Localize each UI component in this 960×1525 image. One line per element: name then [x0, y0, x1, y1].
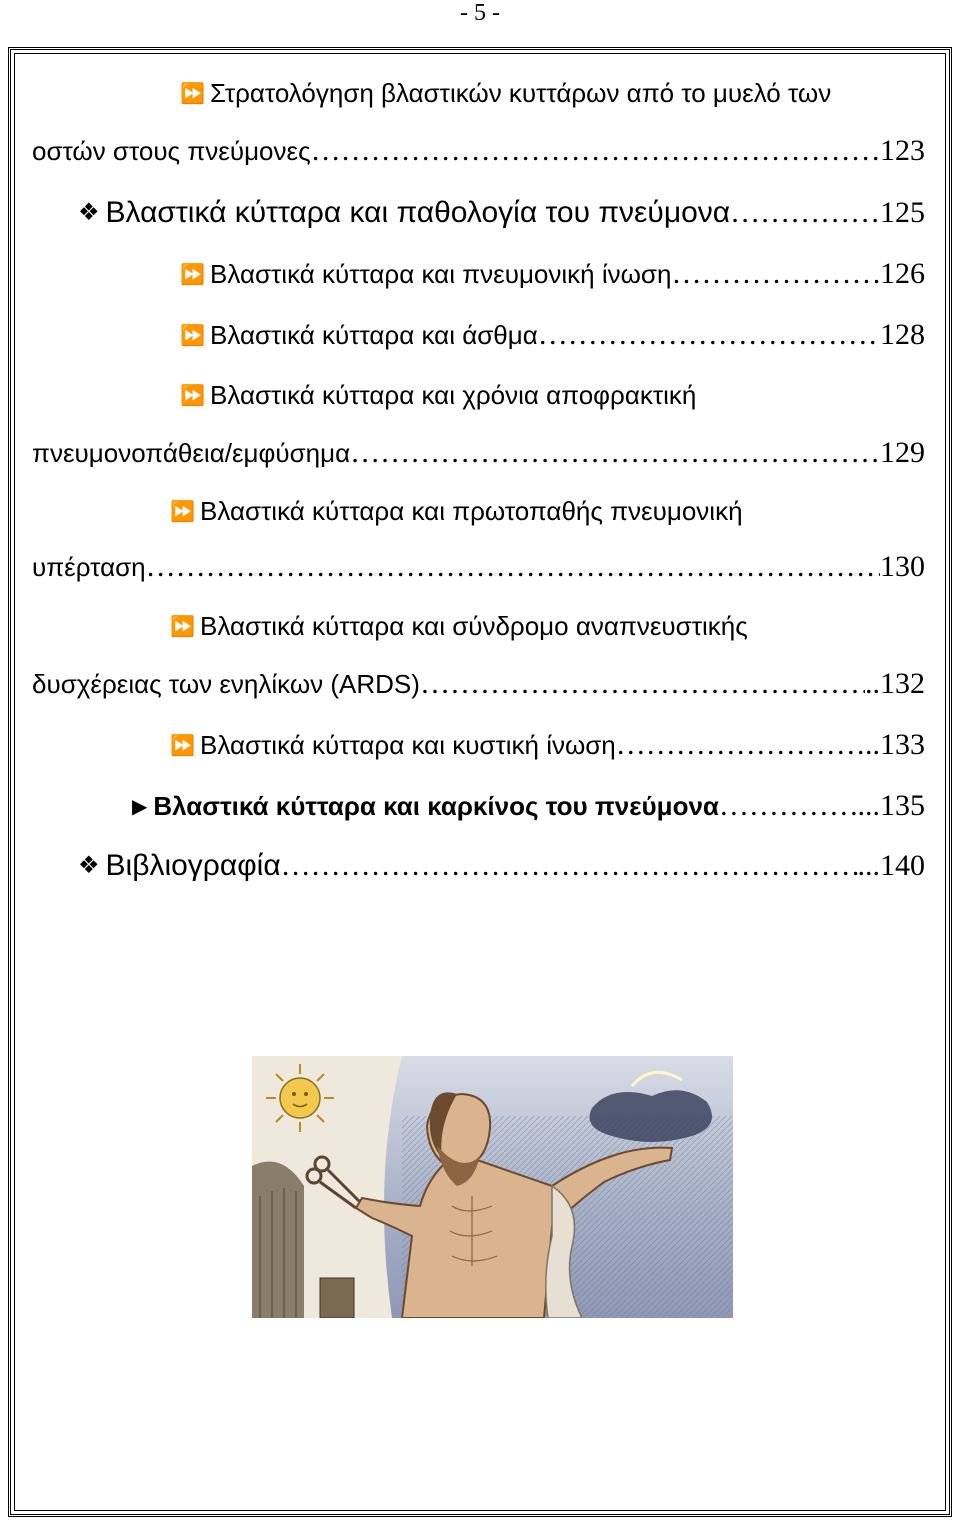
- toc-entry-5-line-1[interactable]: ⏩ Βλαστικά κύτταρα και χρόνια αποφρακτική: [180, 376, 925, 417]
- page-ref: ...135: [857, 789, 925, 822]
- double-arrow-icon: ⏩: [180, 83, 205, 105]
- toc-entry-1-line-2[interactable]: οστών στους πνεύμονες …………………………………………………………………………………………………………………………………… 123: [32, 132, 925, 170]
- toc-entry-10[interactable]: ❖ Βιβλιογραφία …………………………………………………………………………………………………………………………………… ...140: [78, 847, 925, 887]
- toc-entry-9[interactable]: ▶ Βλαστικά κύτταρα και καρκίνος του πνεύμονα …………………………………………………………………………………………………………………………………… ...135: [132, 787, 925, 828]
- toc-entry-7-line-2[interactable]: δυσχέρειας των ενηλίκων (ARDS) …………………………………………………………………………………………………………………………………… ..132: [32, 665, 925, 703]
- dot-leader: [146, 548, 880, 586]
- double-arrow-icon: ⏩: [170, 735, 195, 757]
- toc-entry-5-line-2[interactable]: πνευμονοπάθεια/εμφύσημα …………………………………………………………………………………………………………………………………… 129: [32, 434, 925, 472]
- toc-entry-1-line-1[interactable]: ⏩ Στρατολόγηση βλαστικών κυττάρων από το μυελό των: [180, 74, 925, 115]
- page-ref: 123: [880, 134, 925, 167]
- page-number: - 5 -: [460, 0, 500, 26]
- dot-leader: [350, 434, 880, 472]
- four-diamond-icon: ❖: [78, 853, 100, 879]
- double-arrow-icon: ⏩: [170, 501, 195, 523]
- toc-entry-6-line-1[interactable]: ⏩ Βλαστικά κύτταρα και πρωτοπαθής πνευμονική: [170, 492, 925, 533]
- engraving-illustration: [252, 1056, 733, 1318]
- engraving-svg: [252, 1056, 733, 1318]
- dot-leader: [671, 255, 880, 293]
- double-arrow-icon: ⏩: [170, 616, 195, 638]
- page-ref: 130: [880, 550, 925, 583]
- triangle-right-icon: ▶: [132, 796, 148, 818]
- dot-leader: [311, 132, 880, 170]
- toc-entry-8[interactable]: ⏩ Βλαστικά κύτταρα και κυστική ίνωση …………………………………………………………………………………………………………………………………… ..133: [170, 726, 925, 767]
- double-arrow-icon: ⏩: [180, 325, 205, 347]
- dot-leader: [281, 847, 858, 885]
- page-ref: 129: [880, 436, 925, 469]
- dot-leader: [420, 665, 865, 703]
- toc-entry-7-line-1[interactable]: ⏩ Βλαστικά κύτταρα και σύνδρομο αναπνευστικής: [170, 607, 925, 648]
- double-arrow-icon: ⏩: [180, 264, 205, 286]
- toc-entry-6-line-2[interactable]: υπέρταση …………………………………………………………………………………………………………………………………… 130: [32, 548, 925, 586]
- page-ref: ..133: [865, 728, 925, 761]
- dot-leader: [719, 787, 858, 825]
- dot-leader: [730, 194, 880, 232]
- toc-entry-4[interactable]: ⏩ Βλαστικά κύτταρα και άσθμα …………………………………………………………………………………………………………………………………… 128: [180, 316, 925, 357]
- toc-entry-2[interactable]: ❖ Βλαστικά κύτταρα και παθολογία του πνεύμονα …………………………………………………………………………………………………………………………………… 125: [78, 194, 925, 234]
- page-ref: 126: [880, 257, 925, 290]
- dot-leader: [538, 316, 880, 354]
- dot-leader: [616, 726, 865, 764]
- page-ref: 125: [880, 196, 925, 229]
- page-ref: ...140: [857, 849, 925, 882]
- four-diamond-icon: ❖: [78, 200, 100, 226]
- toc-entry-3[interactable]: ⏩ Βλαστικά κύτταρα και πνευμονική ίνωση …………………………………………………………………………………………………………………………………… 126: [180, 255, 925, 296]
- double-arrow-icon: ⏩: [180, 385, 205, 407]
- page-ref: 128: [880, 318, 925, 351]
- page-ref: ..132: [865, 667, 925, 700]
